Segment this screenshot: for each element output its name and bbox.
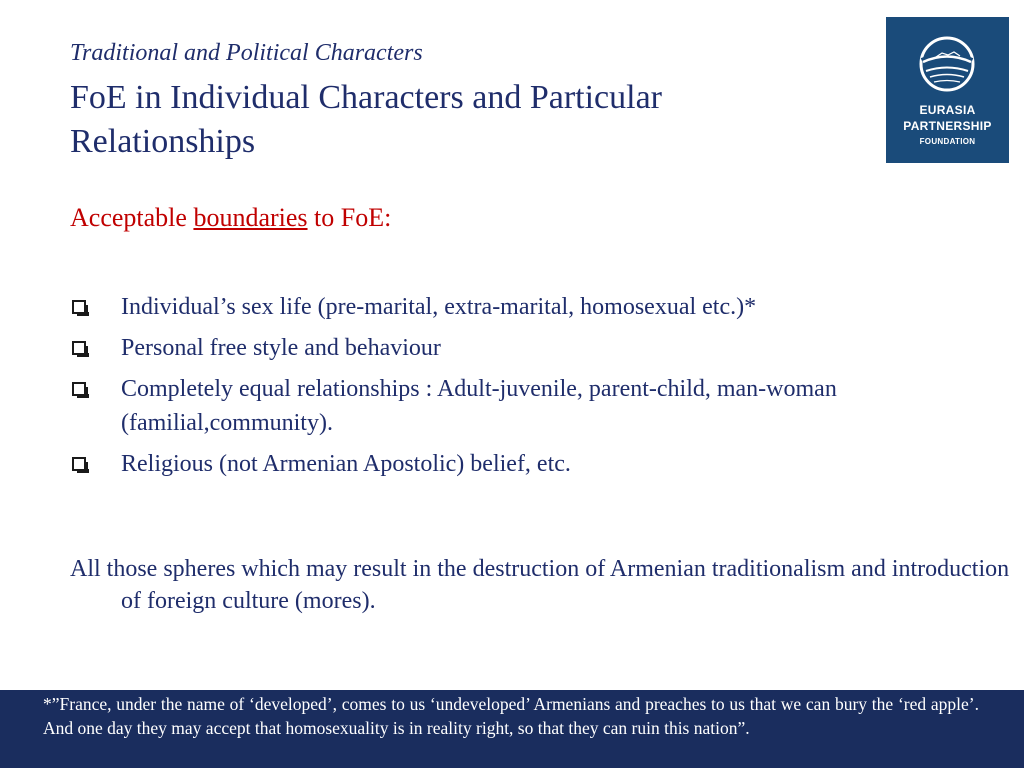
bullet-text: Individual’s sex life (pre-marital, extra-marital, homosexual etc.)* [121, 294, 757, 320]
bullet-item [70, 447, 950, 481]
bullet-text: Completely equal relationships : Adult-juvenile, parent-child, man-woman (familial,community). [121, 376, 837, 436]
checkbox-bullet-icon [72, 457, 86, 471]
checkbox-bullet-icon [72, 341, 86, 355]
logo-line-2: PARTNERSHIP [903, 119, 992, 133]
footnote-bar [0, 690, 1024, 768]
logo-line-1: EURASIA [919, 103, 976, 117]
heading-underlined-word: boundaries [193, 203, 308, 232]
heading-text-before: Acceptable [70, 203, 194, 232]
bullet-item [70, 372, 950, 440]
slide-title: FoE in Individual Characters and Particular Relationships [70, 79, 662, 160]
closing-paragraph: All those spheres which may result in the destruction of Armenian traditionalism and introduction of foreign culture (mores). [70, 556, 1010, 614]
bullet-text: Religious (not Armenian Apostolic) belief, etc. [121, 451, 571, 477]
checkbox-bullet-icon [72, 300, 86, 314]
bullet-item [70, 290, 950, 324]
globe-arc-icon [914, 31, 980, 97]
checkbox-bullet-icon [72, 382, 86, 396]
slide-subtitle: Traditional and Political Characters [70, 40, 423, 66]
footnote-text: *”France, under the name of ‘developed’, comes to us ‘undeveloped’ Armenians and preaches to us that we can bury the ‘red apple’. And one day they may accept that homosexuality is in reality right, so that they can ruin this nation”. [43, 694, 979, 738]
bullet-list [70, 290, 950, 488]
section-heading [70, 203, 391, 233]
bullet-item [70, 331, 950, 365]
heading-text-after: to FoE: [307, 203, 392, 232]
eurasia-partnership-logo [886, 17, 1009, 163]
bullet-text: Personal free style and behaviour [121, 335, 441, 361]
logo-line-3: FOUNDATION [919, 137, 976, 146]
